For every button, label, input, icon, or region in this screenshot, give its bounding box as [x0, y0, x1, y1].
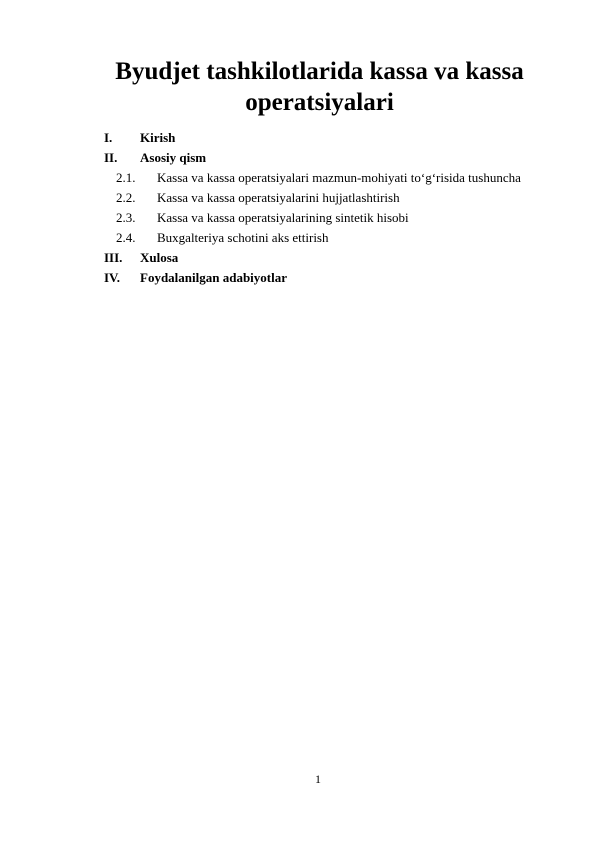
page-number: 1 — [315, 772, 321, 786]
toc-item-number: II. — [104, 150, 118, 165]
toc-item-number: 2.1. — [116, 170, 136, 185]
document-title — [60, 56, 579, 118]
toc-item-number: 2.2. — [116, 190, 136, 205]
toc-item-text: Kassa va kassa operatsiyalarining sintetik hisobi — [157, 210, 409, 225]
toc-item-text: Xulosa — [140, 250, 179, 265]
toc-item-number: 2.3. — [116, 210, 136, 225]
title-line-2: operatsiyalari — [245, 89, 394, 116]
toc-item-number: III. — [104, 250, 123, 265]
toc-item-text: Kassa va kassa operatsiyalarini hujjatlashtirish — [157, 190, 400, 205]
toc-item-number: I. — [104, 130, 113, 145]
toc-item-number: IV. — [104, 270, 121, 285]
toc-item-text: Asosiy qism — [140, 150, 207, 165]
toc-item-text: Kirish — [140, 130, 176, 145]
toc-item-number: 2.4. — [116, 230, 136, 245]
title-line-1: Byudjet tashkilotlarida kassa va kassa — [115, 58, 524, 85]
toc-item-text: Buxgalteriya schotini aks ettirish — [157, 230, 329, 245]
toc-item-text: Kassa va kassa operatsiyalari mazmun-mohiyati to‘g‘risida tushuncha — [157, 170, 521, 185]
toc-item-text: Foydalanilgan adabiyotlar — [140, 270, 287, 285]
